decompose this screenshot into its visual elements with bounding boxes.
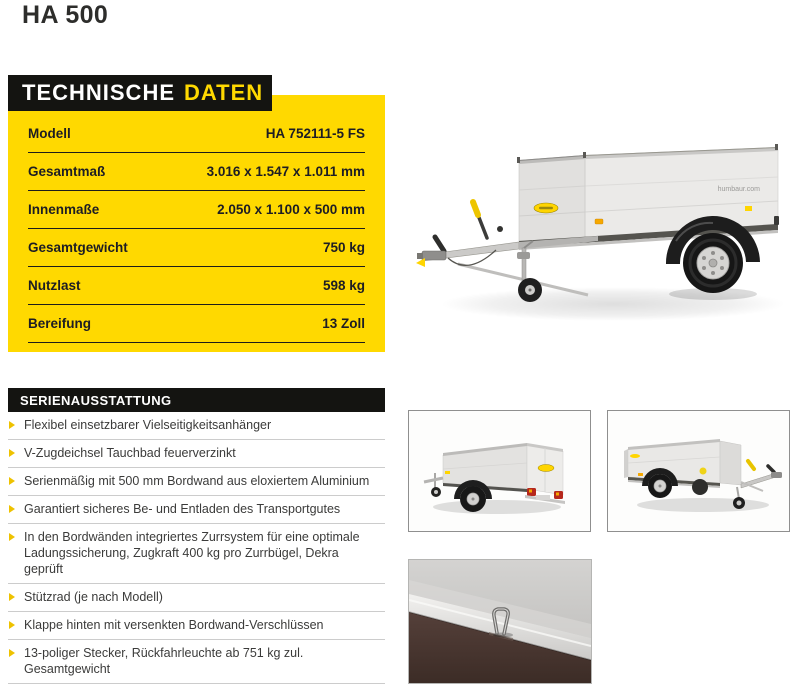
row-label: Nutzlast	[28, 278, 81, 293]
thumbnail-rear-view	[408, 410, 591, 532]
tech-data-header	[8, 75, 272, 111]
bullet-arrow-icon	[9, 505, 15, 513]
bullet-arrow-icon	[9, 621, 15, 629]
list-item	[8, 412, 385, 440]
handbrake-lever	[473, 202, 503, 238]
table-row	[28, 229, 365, 267]
humbaur-logo	[538, 465, 554, 472]
feature-text: In den Bordwänden integriertes Zurrsystem für eine optimale Ladungssicherung, Zugkraft 400 kg pro Zurrbügel, Dekra geprüft	[24, 530, 360, 576]
humbaur-logo	[630, 454, 640, 458]
ground-shadow	[433, 500, 561, 514]
list-item	[8, 468, 385, 496]
table-row	[28, 115, 365, 153]
humbaur-logo	[534, 203, 558, 213]
bullet-arrow-icon	[9, 421, 15, 429]
bullet-arrow-icon	[9, 593, 15, 601]
page-title: HA 500	[22, 1, 109, 29]
lashing-bracket-illustration	[409, 560, 591, 683]
handbrake-lever	[748, 461, 754, 469]
bullet-arrow-icon	[9, 477, 15, 485]
drawbar	[424, 478, 443, 482]
row-label: Innenmaße	[28, 202, 100, 217]
trailer-body	[624, 439, 741, 488]
row-label: Modell	[28, 126, 71, 141]
row-value: 13 Zoll	[322, 316, 365, 331]
trailer-front-illustration	[608, 411, 789, 531]
bullet-arrow-icon	[9, 449, 15, 457]
bullet-arrow-icon	[9, 533, 15, 541]
feature-text: 13-poliger Stecker, Rückfahrleuchte ab 751 kg zul. Gesamtgewicht	[24, 646, 304, 676]
list-item	[8, 584, 385, 612]
jockey-wheel	[517, 241, 542, 302]
feature-text: V-Zugdeichsel Tauchbad feuerverzinkt	[24, 446, 236, 460]
row-value: 3.016 x 1.547 x 1.011 mm	[206, 164, 365, 179]
list-item	[8, 524, 385, 584]
wheel	[648, 474, 672, 498]
feature-text: Serienmäßig mit 500 mm Bordwand aus eloxiertem Aluminium	[24, 474, 370, 488]
list-item	[8, 640, 385, 684]
trailer-side-illustration	[408, 98, 800, 350]
brand-text: humbaur.com	[717, 186, 760, 193]
features-header-label: SERIENAUSSTATTUNG	[20, 392, 172, 408]
row-value: 598 kg	[322, 278, 365, 293]
detail-photo-lashing-bracket	[408, 559, 592, 684]
table-row	[28, 267, 365, 305]
row-value: HA 752111-5 FS	[265, 126, 365, 141]
side-sticker	[445, 471, 450, 474]
features-list	[8, 412, 385, 684]
tech-data-table	[8, 95, 385, 352]
table-row	[28, 305, 365, 343]
rear-light-edge	[774, 216, 779, 225]
wheel	[683, 233, 743, 293]
round-sticker	[700, 468, 707, 475]
licence-plate-area	[536, 495, 550, 500]
side-reflector	[595, 219, 603, 224]
feature-text: Stützrad (je nach Modell)	[24, 590, 163, 604]
coupling	[748, 461, 782, 478]
row-value: 750 kg	[322, 240, 365, 255]
row-value: 2.050 x 1.100 x 500 mm	[217, 202, 365, 217]
drawbar	[741, 473, 776, 491]
tech-header-word-2: DATEN	[184, 80, 264, 105]
bullet-arrow-icon	[9, 649, 15, 657]
table-row	[28, 153, 365, 191]
list-item	[8, 612, 385, 640]
front-reflector	[416, 258, 425, 267]
feature-text: Garantiert sicheres Be- und Entladen des Transportgutes	[24, 502, 341, 516]
far-wheel	[692, 479, 708, 495]
tech-header-word-1: TECHNISCHE	[22, 80, 176, 105]
jockey-wheel	[431, 473, 441, 497]
row-label: Bereifung	[28, 316, 92, 331]
rear-sticker	[745, 206, 752, 211]
features-header	[8, 388, 385, 412]
thumbnail-front-view	[607, 410, 790, 532]
jockey-wheel	[733, 487, 745, 509]
feature-text: Klappe hinten mit versenkten Bordwand-Verschlüssen	[24, 618, 324, 632]
list-item	[8, 496, 385, 524]
main-product-photo	[408, 98, 800, 350]
wheel	[460, 486, 486, 512]
feature-text: Flexibel einsetzbarer Vielseitigkeitsanhänger	[24, 418, 272, 432]
coupling	[416, 237, 446, 267]
side-reflector	[638, 473, 643, 476]
table-row	[28, 191, 365, 229]
list-item	[8, 440, 385, 468]
row-label: Gesamtgewicht	[28, 240, 128, 255]
ground-shadow	[637, 498, 769, 512]
trailer-rear-illustration	[409, 411, 590, 531]
row-label: Gesamtmaß	[28, 164, 106, 179]
